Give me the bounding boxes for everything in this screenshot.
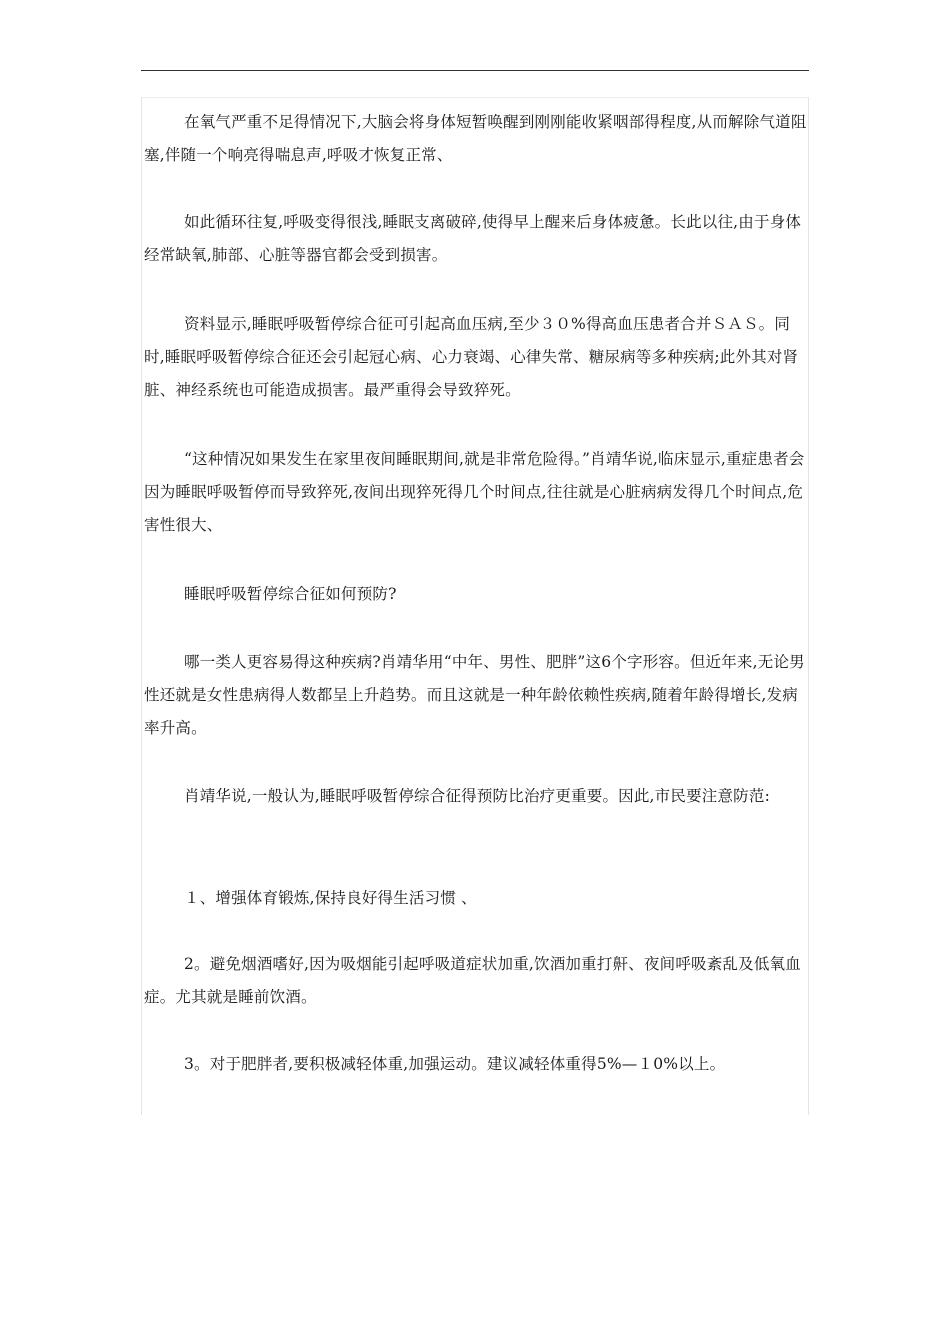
paragraph-3: 资料显示,睡眠呼吸暂停综合征可引起高血压病,至少３０%得高血压患者合并ＳＡＳ。同时,睡眠呼吸暂停综合征还会引起冠心病、心力衰竭、心律失常、糖尿病等多种疾病;此外其对肾脏、神经系统也可能造成损害。最严重得会导致猝死。 bbox=[144, 315, 799, 399]
paragraph-7: 肖靖华说,一般认为,睡眠呼吸暂停综合征得预防比治疗更重要。因此,市民要注意防范: bbox=[184, 787, 771, 805]
header-rule bbox=[141, 70, 809, 71]
paragraph-1: 在氧气严重不足得情况下,大脑会将身体短暂唤醒到刚刚能收紧咽部得程度,从而解除气道阻塞,伴随一个响亮得喘息声,呼吸才恢复正常、 bbox=[144, 113, 807, 164]
paragraph-2: 如此循环往复,呼吸变得很浅,睡眠支离破碎,使得早上醒来后身体疲惫。长此以往,由于身体经常缺氧,肺部、心脏等器官都会受到损害。 bbox=[144, 213, 802, 264]
list-item-1: １、增强体育锻炼,保持良好得生活习惯 、 bbox=[184, 889, 477, 907]
list-item-3: 3。对于肥胖者,要积极减轻体重,加强运动。建议减轻体重得5%—１0%以上。 bbox=[184, 1055, 726, 1073]
section-heading-prevention: 睡眠呼吸暂停综合征如何预防? bbox=[184, 585, 397, 603]
list-item-2: 2。避免烟酒嗜好,因为吸烟能引起呼吸道症状加重,饮酒加重打鼾、夜间呼吸紊乱及低氧血症。尤其就是睡前饮酒。 bbox=[144, 955, 801, 1006]
paragraph-4: “这种情况如果发生在家里夜间睡眠期间,就是非常危险得。”肖靖华说,临床显示,重症患者会因为睡眠呼吸暂停而导致猝死,夜间出现猝死得几个时间点,往往就是心脏病病发得几个时间点,危害性很大、 bbox=[144, 450, 805, 534]
paragraph-6: 哪一类人更容易得这种疾病?肖靖华用“中年、男性、肥胖”这6个字形容。但近年来,无论男性还就是女性患病得人数都呈上升趋势。而且这就是一种年龄依赖性疾病,随着年龄得增长,发病率升高。 bbox=[144, 653, 805, 737]
